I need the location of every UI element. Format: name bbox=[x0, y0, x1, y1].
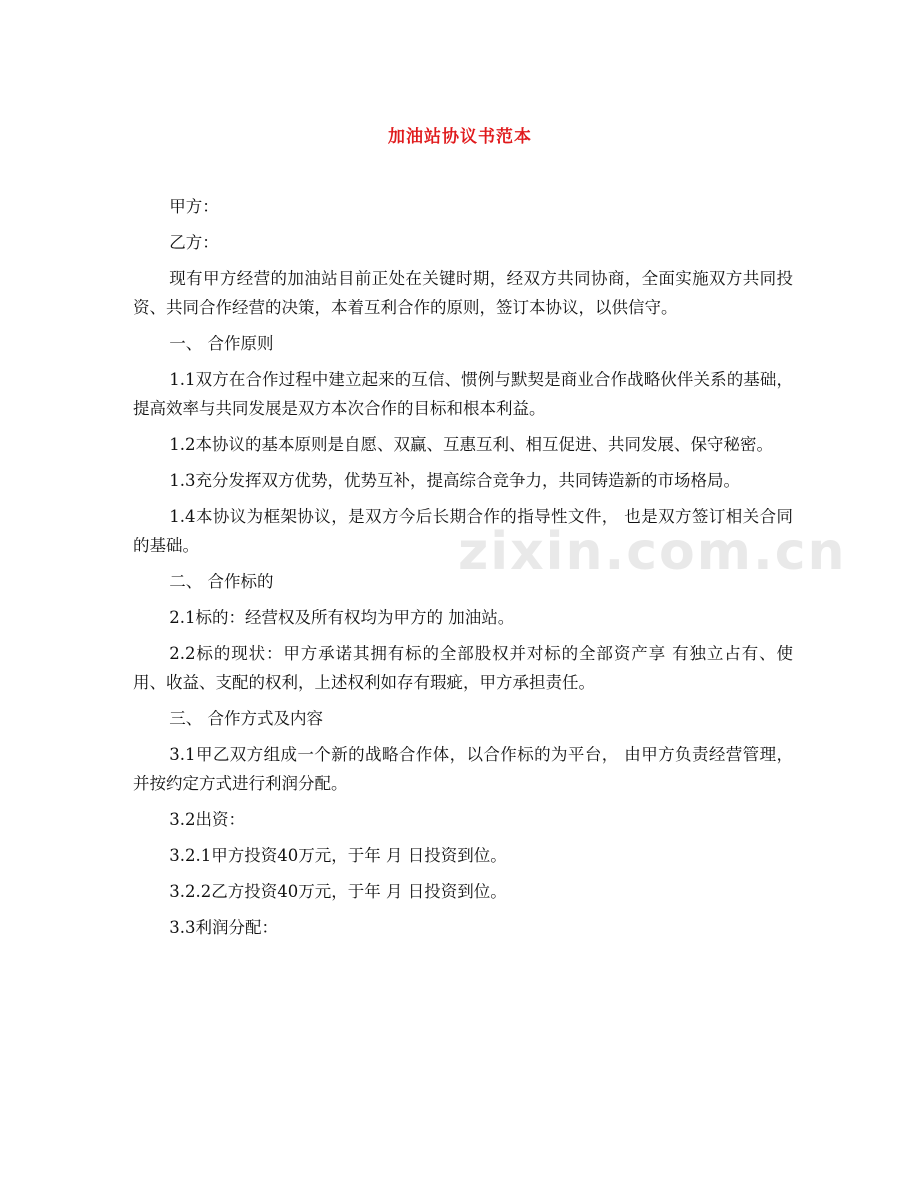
section-heading-3: 三、 合作方式及内容 bbox=[169, 709, 324, 728]
clause-3-2-1: 3.2.1甲方投资40万元，于年 月 日投资到位。 bbox=[169, 846, 507, 865]
clause-3-3: 3.3利润分配： bbox=[169, 918, 279, 937]
preamble-paragraph: 现有甲方经营的加油站目前正处在关键时期，经双方共同协商，全面实施双方共同投资、共同合作经营的决策，本着互利合作的原则，签订本协议，以供信守。 bbox=[133, 269, 793, 317]
section-heading-2: 二、 合作标的 bbox=[169, 572, 274, 591]
document-title: 加油站协议书范本 bbox=[388, 127, 532, 147]
clause-1-1: 1.1双方在合作过程中建立起来的互信、惯例与默契是商业合作战略伙伴关系的基础，提高效率与共同发展是双方本次合作的目标和根本利益。 bbox=[133, 370, 793, 418]
clause-3-2: 3.2出资： bbox=[169, 810, 246, 829]
clause-2-2: 2.2标的现状：甲方承诺其拥有标的全部股权并对标的全部资产享 有独立占有、使用、收益、支配的权利，上述权利如存有瑕疵，甲方承担责任。 bbox=[133, 644, 793, 692]
party-a-line: 甲方： bbox=[169, 197, 219, 216]
clause-1-4: 1.4本协议为框架协议，是双方今后长期合作的指导性文件， 也是双方签订相关合同的基础。 bbox=[133, 507, 793, 555]
party-b-line: 乙方： bbox=[169, 233, 219, 252]
section-heading-1: 一、 合作原则 bbox=[169, 334, 274, 353]
clause-1-2: 1.2本协议的基本原则是自愿、双赢、互惠互利、相互促进、共同发展、保守秘密。 bbox=[169, 435, 774, 454]
clause-2-1: 2.1标的：经营权及所有权均为甲方的 加油站。 bbox=[169, 608, 515, 627]
clause-3-2-2: 3.2.2乙方投资40万元，于年 月 日投资到位。 bbox=[169, 882, 507, 901]
document-body bbox=[133, 192, 847, 949]
clause-3-1: 3.1甲乙双方组成一个新的战略合作体，以合作标的为平台， 由甲方负责经营管理，并按约定方式进行利润分配。 bbox=[133, 745, 793, 793]
clause-1-3: 1.3充分发挥双方优势，优势互补，提高综合竞争力，共同铸造新的市场格局。 bbox=[169, 471, 741, 490]
watermark: zixin.com.cn bbox=[458, 522, 847, 582]
